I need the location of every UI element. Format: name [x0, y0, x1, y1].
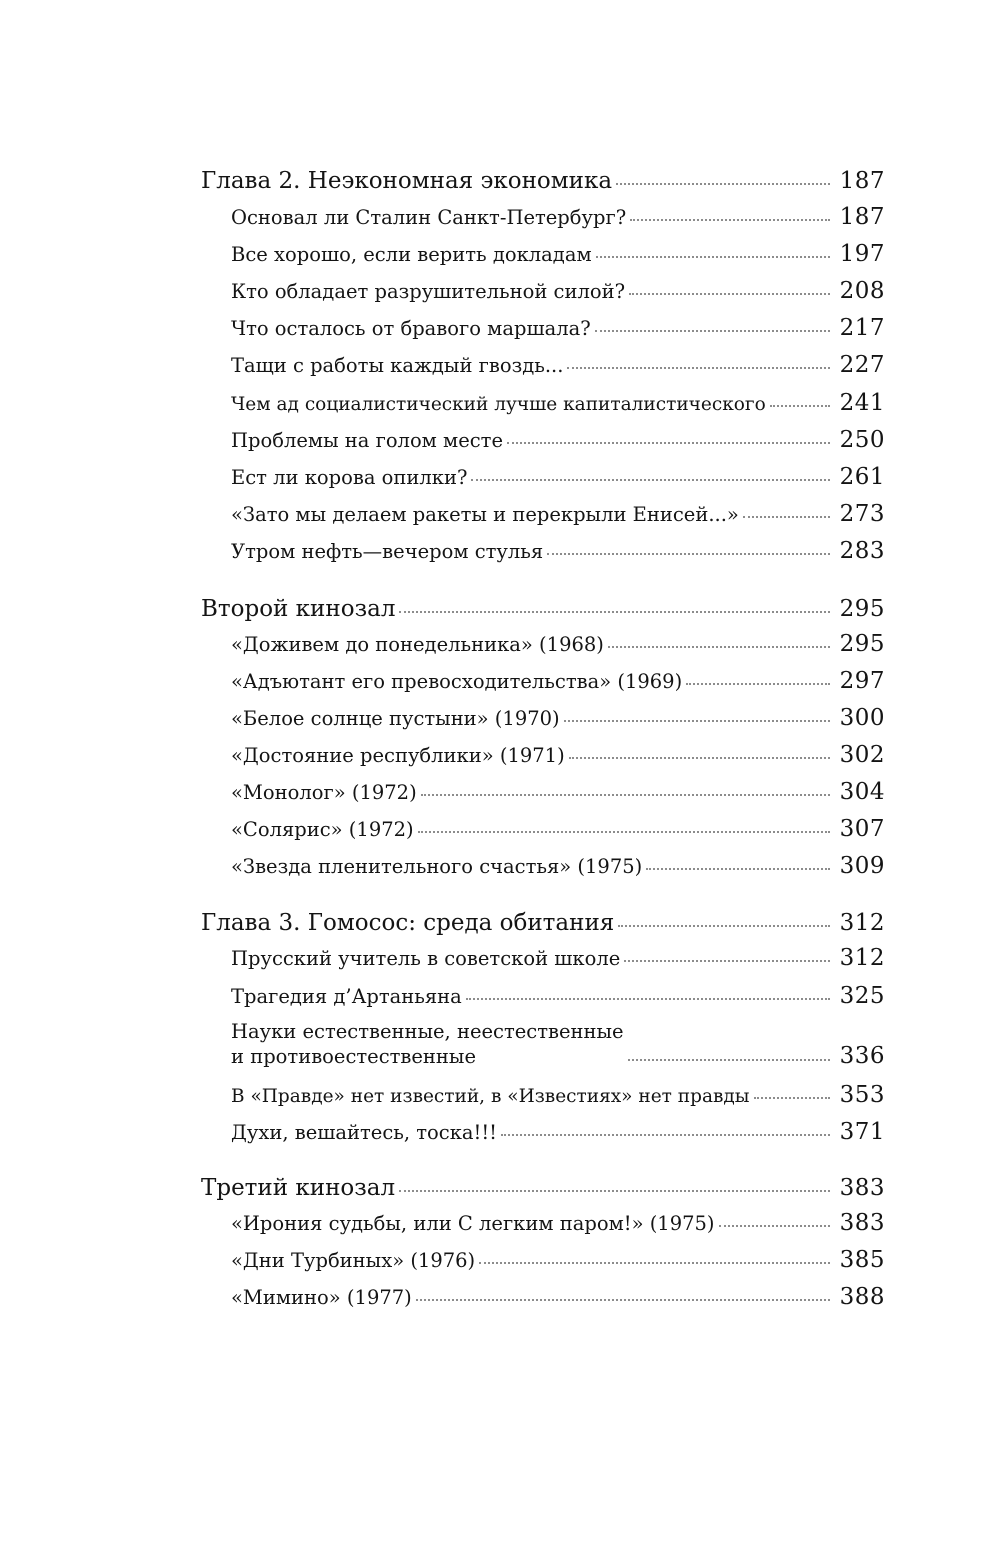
toc-entry-page: 187 [839, 168, 885, 194]
toc-entry-page: 388 [839, 1284, 885, 1310]
toc-chapter-entry [201, 1175, 885, 1201]
toc-subentry [231, 983, 885, 1009]
toc-entry-page: 197 [839, 241, 885, 267]
toc-entry-title: «Адъютант его превосходительства» (1969) [231, 670, 683, 693]
toc-entry-page: 312 [839, 945, 885, 971]
toc-entry-page: 208 [839, 278, 885, 304]
toc-entry-page: 383 [839, 1210, 885, 1236]
toc-subentry [231, 538, 885, 564]
toc-entry-title: «Солярис» (1972) [231, 818, 414, 841]
toc-entry-title-line-1: Науки естественные, неестественные [231, 1020, 624, 1043]
toc-entry-title: «Достояние республики» (1971) [231, 744, 565, 767]
dot-leader [466, 998, 830, 1000]
toc-subentry [231, 945, 885, 971]
toc-entry-title: «Дни Турбиных» (1976) [231, 1249, 476, 1272]
toc-entry-page: 304 [839, 779, 885, 805]
dot-leader [686, 683, 829, 685]
toc-subentry [231, 241, 885, 267]
toc-entry-page: 371 [839, 1119, 885, 1145]
toc-entry-page: 241 [839, 390, 885, 416]
toc-subentry-multiline [231, 1019, 885, 1069]
toc-entry-title-line-2: и противоестественные [231, 1045, 476, 1068]
toc-entry-title: Ест ли корова опилки? [231, 466, 468, 489]
toc-entry-title [231, 1019, 624, 1069]
toc-entry-page: 336 [839, 1043, 885, 1069]
dot-leader [630, 219, 829, 221]
toc-entry-page: 250 [839, 427, 885, 453]
toc-entry-title: Духи, вешайтесь, тоска!!! [231, 1121, 498, 1144]
dot-leader [564, 720, 830, 722]
dot-leader [418, 831, 830, 833]
toc-entry-title: «Зато мы делаем ракеты и перекрыли Енисей...» [231, 503, 739, 526]
toc-subentry [231, 464, 885, 490]
toc-entry-title: В «Правде» нет известий, в «Известиях» нет правды [231, 1086, 750, 1107]
toc-subentry [231, 1247, 885, 1273]
toc-entry-page: 325 [839, 983, 885, 1009]
toc-subentry [231, 631, 885, 657]
toc-entry-page: 295 [839, 596, 885, 622]
toc-entry-page: 283 [839, 538, 885, 564]
toc-subentry [231, 816, 885, 842]
toc-entry-title: «Ирония судьбы, или С легким паром!» (1975) [231, 1212, 715, 1235]
toc-entry-page: 297 [839, 668, 885, 694]
toc-entry-title: Чем ад социалистический лучше капиталистического [231, 394, 766, 415]
toc-entry-page: 385 [839, 1247, 885, 1273]
dot-leader [501, 1134, 830, 1136]
toc-entry-page: 273 [839, 501, 885, 527]
toc-entry-title: Прусский учитель в советской школе [231, 947, 621, 970]
toc-entry-page: 295 [839, 631, 885, 657]
toc-chapter-entry [201, 596, 885, 622]
toc-entry-title: Глава 2. Неэкономная экономика [201, 168, 613, 194]
toc-subentry [231, 204, 885, 230]
dot-leader [629, 293, 830, 295]
toc-subentry [231, 1284, 885, 1310]
toc-entry-page: 309 [839, 853, 885, 879]
dot-leader [754, 1097, 830, 1099]
toc-subentry [231, 668, 885, 694]
toc-entry-title: Третий кинозал [201, 1175, 396, 1201]
toc-entry-title: Второй кинозал [201, 596, 396, 622]
toc-subentry [231, 1082, 885, 1108]
toc-chapter-entry [201, 168, 885, 194]
toc-entry-title: Тащи с работы каждый гвоздь... [231, 354, 564, 377]
toc-entry-title: Утром нефть—вечером стулья [231, 540, 544, 563]
dot-leader [421, 794, 830, 796]
toc-entry-page: 302 [839, 742, 885, 768]
toc-entry-page: 300 [839, 705, 885, 731]
dot-leader [596, 256, 830, 258]
dot-leader [595, 330, 830, 332]
toc-entry-title: Что осталось от бравого маршала? [231, 317, 591, 340]
dot-leader [399, 611, 829, 613]
toc-subentry [231, 315, 885, 341]
toc-entry-title: Глава 3. Гомосос: среда обитания [201, 910, 615, 936]
toc-chapter-entry [201, 910, 885, 936]
toc-subentry [231, 501, 885, 527]
toc-entry-page: 261 [839, 464, 885, 490]
dot-leader [479, 1262, 829, 1264]
toc-entry-title: Трагедия д’Артаньяна [231, 985, 462, 1008]
toc-entry-title: «Звезда пленительного счастья» (1975) [231, 855, 643, 878]
toc-subentry [231, 427, 885, 453]
dot-leader [569, 757, 830, 759]
dot-leader [507, 442, 830, 444]
dot-leader [399, 1190, 829, 1192]
toc-entry-title: Кто обладает разрушительной силой? [231, 280, 626, 303]
toc-subentry [231, 390, 885, 416]
toc-subentry [231, 352, 885, 378]
toc-entry-page: 312 [839, 910, 885, 936]
toc-entry-title: «Белое солнце пустыни» (1970) [231, 707, 560, 730]
toc-subentry [231, 853, 885, 879]
toc-entry-title: Основал ли Сталин Санкт-Петербург? [231, 206, 627, 229]
dot-leader [624, 960, 829, 962]
toc-entry-page: 227 [839, 352, 885, 378]
dot-leader [618, 925, 829, 927]
toc-entry-title: Проблемы на голом месте [231, 429, 504, 452]
toc-entry-page: 217 [839, 315, 885, 341]
toc-entry-page: 383 [839, 1175, 885, 1201]
dot-leader [416, 1299, 830, 1301]
toc-entry-title: «Доживем до понедельника» (1968) [231, 633, 604, 656]
dot-leader [567, 367, 829, 369]
dot-leader [471, 479, 829, 481]
toc-entry-page: 187 [839, 204, 885, 230]
dot-leader [628, 1059, 830, 1061]
toc-entry-title: «Монолог» (1972) [231, 781, 417, 804]
toc-entry-title: «Мимино» (1977) [231, 1286, 412, 1309]
toc-entry-page: 353 [839, 1082, 885, 1108]
dot-leader [608, 646, 830, 648]
toc-subentry [231, 278, 885, 304]
dot-leader [719, 1225, 830, 1227]
toc-subentry [231, 779, 885, 805]
toc-subentry [231, 742, 885, 768]
dot-leader [646, 868, 829, 870]
toc-subentry [231, 705, 885, 731]
dot-leader [743, 516, 830, 518]
toc-entry-title: Все хорошо, если верить докладам [231, 243, 592, 266]
dot-leader [770, 405, 830, 407]
dot-leader [547, 553, 829, 555]
toc-subentry [231, 1210, 885, 1236]
dot-leader [616, 183, 830, 185]
toc-entry-page: 307 [839, 816, 885, 842]
toc-subentry [231, 1119, 885, 1145]
